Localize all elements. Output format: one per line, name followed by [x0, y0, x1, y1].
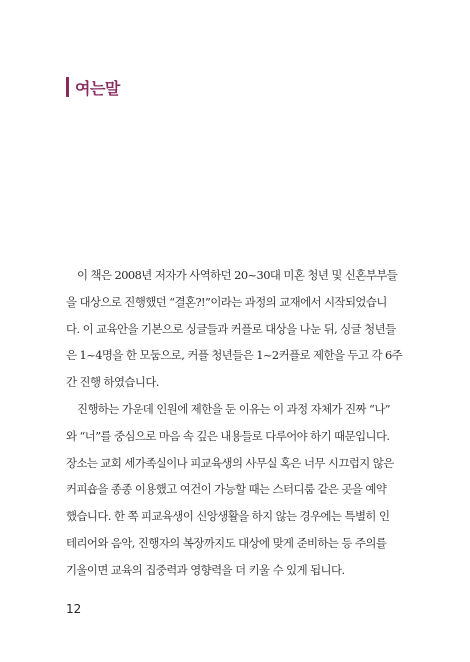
paragraph-line: 이 책은 2008년 저자가 사역하던 20~30대 미혼 청년 및 신혼부부들	[77, 268, 398, 282]
paragraph-line: 테리어와 음악, 진행자의 복장까지도 대상에 맞게 준비하는 등 주의를	[66, 535, 387, 550]
body-text	[66, 262, 406, 584]
paragraph-line: 다. 이 교육안을 기본으로 싱글들과 커플로 대상을 나눈 뒤, 싱글 청년들	[66, 321, 396, 336]
paragraph-line: 진행하는 가운데 인원에 제한을 둔 이유는 이 과정 자체가 진짜 “나”	[77, 401, 391, 416]
paragraph-line: 했습니다. 한 쪽 피교육생이 신앙생활을 하지 않는 경우에는 특별히 인	[66, 509, 390, 524]
paragraph-line: 을 대상으로 진행했던 “결혼?!”이라는 과정의 교재에서 시작되었습니	[66, 294, 387, 309]
section-heading	[66, 76, 120, 98]
heading-accent-bar	[66, 77, 69, 97]
paragraph-line: 와 “너”를 중심으로 마음 속 깊은 내용들로 다루어야 하기 때문입니다.	[66, 428, 390, 443]
paragraph-line: 기울이면 교육의 집중력과 영향력을 더 키울 수 있게 됩니다.	[66, 562, 345, 577]
paragraph-line: 장소는 교회 세가족실이나 피교육생의 사무실 혹은 너무 시끄럽지 않은	[66, 455, 394, 470]
paragraph-line: 간 진행 하였습니다.	[66, 375, 159, 390]
paragraph-line: 커피숍을 종종 이용했고 여건이 가능할 때는 스터디룸 같은 곳을 예약	[66, 482, 387, 497]
page-number: 12	[66, 602, 82, 616]
paragraph-line: 은 1~4명을 한 모둠으로, 커플 청년들은 1~2커플로 제한을 두고 각 6주	[66, 348, 403, 363]
heading-title: 여는말	[75, 78, 120, 98]
